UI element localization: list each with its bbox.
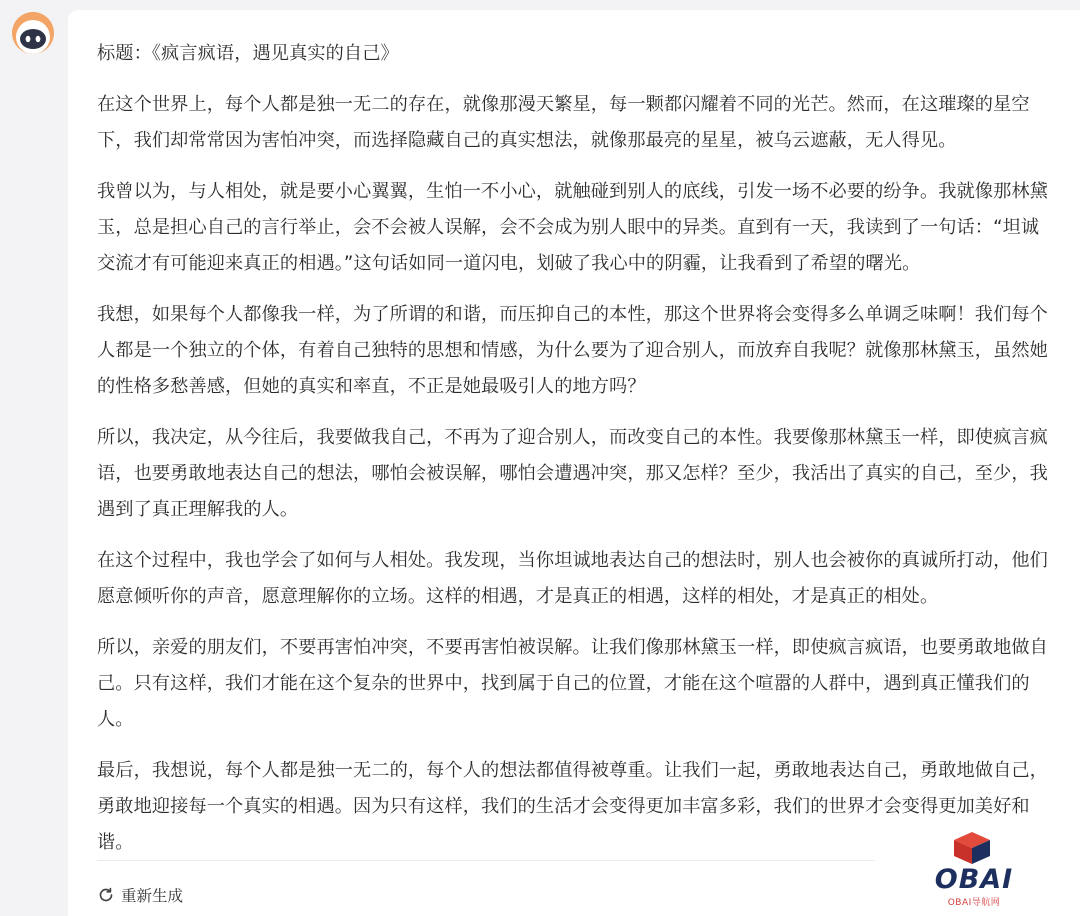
regenerate-label: 重新生成 <box>121 887 184 905</box>
message-paragraph: 在这个世界上，每个人都是独一无二的存在，就像那漫天繁星，每一颗都闪耀着不同的光芒。然而，在这璀璨的星空下，我们却常常因为害怕冲突，而选择隐藏自己的真实想法，就像那最亮的星星，被乌云遮蔽，无人得见。 <box>97 94 1030 151</box>
message-paragraph: 在这个过程中，我也学会了如何与人相处。我发现，当你坦诚地表达自己的想法时，别人也会被你的真诚所打动，他们愿意倾听你的声音，愿意理解你的立场。这样的相遇，才是真正的相遇，这样的相处，才是真正的相处。 <box>97 550 1048 607</box>
divider <box>97 860 875 861</box>
assistant-message-card <box>68 10 1080 916</box>
message-paragraph: 我想，如果每个人都像我一样，为了所谓的和谐，而压抑自己的本性，那这个世界将会变得多么单调乏味啊！我们每个人都是一个独立的个体，有着自己独特的思想和情感，为什么要为了迎合别人，而放弃自我呢？就像那林黛玉，虽然她的性格多愁善感，但她的真实和率直，不正是她最吸引人的地方吗？ <box>97 304 1048 397</box>
watermark-brand: OBAI <box>934 864 1014 895</box>
refresh-icon <box>97 886 115 904</box>
message-title: 标题：《疯言疯语，遇见真实的自己》 <box>97 43 399 64</box>
regenerate-button[interactable] <box>97 883 183 907</box>
bot-avatar-icon <box>12 12 54 54</box>
watermark-subtitle: OBAI导航网 <box>947 898 1001 908</box>
message-body <box>97 36 1057 876</box>
message-paragraph: 所以，我决定，从今往后，我要做我自己，不再为了迎合别人，而改变自己的本性。我要像那林黛玉一样，即使疯言疯语，也要勇敢地表达自己的想法，哪怕会被误解，哪怕会遭遇冲突，那又怎样？至少，我活出了真实的自己，至少，我遇到了真正理解我的人。 <box>97 427 1048 520</box>
message-paragraph: 最后，我想说，每个人都是独一无二的，每个人的想法都值得被尊重。让我们一起，勇敢地表达自己，勇敢地做自己，勇敢地迎接每一个真实的相遇。因为只有这样，我们的生活才会变得更加丰富多彩，我们的世界才会变得更加美好和谐。 <box>97 760 1048 853</box>
message-paragraph: 我曾以为，与人相处，就是要小心翼翼，生怕一不小心，就触碰到别人的底线，引发一场不必要的纷争。我就像那林黛玉，总是担心自己的言行举止，会不会被人误解，会不会成为别人眼中的异类。直到有一天，我读到了一句话：“坦诚交流才有可能迎来真正的相遇。”这句话如同一道闪电，划破了我心中的阴霾，让我看到了希望的曙光。 <box>97 181 1048 274</box>
message-paragraph: 所以，亲爱的朋友们，不要再害怕冲突，不要再害怕被误解。让我们像那林黛玉一样，即使疯言疯语，也要勇敢地做自己。只有这样，我们才能在这个复杂的世界中，找到属于自己的位置，才能在这个喧嚣的人群中，遇到真正懂我们的人。 <box>97 637 1048 730</box>
cube-logo-icon <box>950 830 994 866</box>
watermark-logo <box>924 830 1024 910</box>
